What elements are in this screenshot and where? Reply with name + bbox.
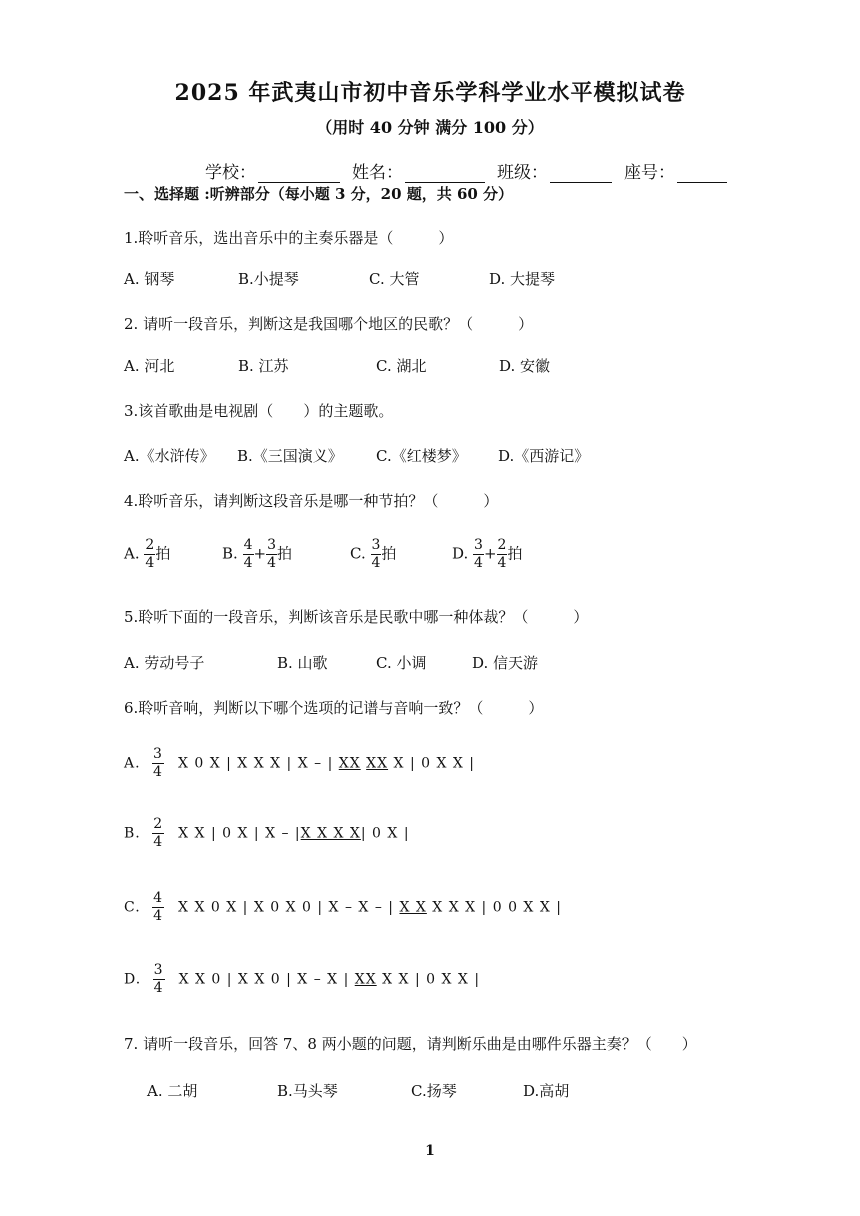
exam-title: 2025 年武夷山市初中音乐学科学业水平模拟试卷: [174, 80, 686, 106]
time-signature: $\frac{3}{4}$: [153, 962, 164, 996]
q3-option-c[interactable]: C.《红楼梦》: [376, 447, 467, 465]
option-label: A.: [124, 755, 141, 772]
rhythm-notation: X | 0 X X |: [388, 755, 476, 772]
name-blank[interactable]: [405, 168, 485, 183]
q1-option-b[interactable]: B.小提琴: [238, 270, 299, 288]
q4-option-c[interactable]: [350, 537, 396, 572]
option-suffix: 拍: [277, 544, 293, 563]
option-suffix: 拍: [507, 544, 523, 563]
q3-option-d[interactable]: D.《西游记》: [498, 447, 590, 465]
rhythm-notation: X X | 0 X X |: [376, 971, 481, 988]
q3-option-b[interactable]: B.《三国演义》: [237, 447, 343, 465]
q7-option-b[interactable]: B.马头琴: [277, 1082, 338, 1100]
q4-option-a[interactable]: [124, 537, 170, 572]
question-2-text: 2. 请听一段音乐，判断这是我国哪个地区的民歌？（ ）: [124, 315, 534, 333]
option-suffix: 拍: [381, 544, 397, 563]
rhythm-notation: X 0 X | X X X | X – |: [177, 755, 339, 772]
option-label: D.: [124, 971, 142, 988]
plus-sign: +: [253, 544, 267, 563]
q1-option-a[interactable]: A. 钢琴: [124, 270, 175, 288]
student-info-fields: [205, 158, 727, 183]
q1-option-d[interactable]: D. 大提琴: [489, 270, 556, 288]
option-label: B.: [222, 544, 238, 563]
rhythm-underlined: XX: [366, 755, 389, 772]
option-label: D.: [452, 544, 469, 563]
rhythm-notation: X X | 0 X | X – |: [178, 825, 301, 842]
time-signature: $\frac{2}{4}$: [145, 537, 155, 571]
time-signature: $\frac{3}{4}$: [371, 537, 381, 571]
question-6-text: 6.聆听音响，判断以下哪个选项的记谱与音响一致？（ ）: [124, 699, 544, 717]
seat-field[interactable]: [624, 158, 727, 183]
q6-option-c[interactable]: [124, 890, 562, 925]
q6-option-b[interactable]: [124, 816, 410, 851]
option-label: B.: [124, 825, 141, 842]
rhythm-notation: X X 0 | X X 0 | X – X |: [178, 971, 355, 988]
q7-option-a[interactable]: A. 二胡: [147, 1082, 198, 1100]
class-label: 班级：: [497, 163, 548, 183]
q5-option-d[interactable]: D. 信天游: [472, 654, 539, 672]
q2-option-d[interactable]: D. 安徽: [499, 357, 551, 375]
option-label: A.: [124, 544, 140, 563]
rhythm-notation: X X 0 X | X 0 X 0 | X – X – |: [178, 899, 400, 916]
question-7-text: 7. 请听一段音乐，回答 7、8 两小题的问题，请判断乐曲是由哪件乐器主奏？（ ）: [124, 1035, 697, 1053]
time-signature: $\frac{4}{4}$: [243, 537, 253, 571]
question-3-text: 3.该首歌曲是电视剧（ ）的主题歌。: [124, 402, 394, 420]
time-signature: $\frac{3}{4}$: [153, 746, 163, 780]
time-signature: $\frac{2}{4}$: [497, 537, 507, 571]
rhythm-notation: | 0 X |: [360, 825, 410, 842]
seat-label: 座号：: [624, 163, 675, 183]
time-signature: $\frac{2}{4}$: [153, 816, 164, 850]
school-field[interactable]: [205, 158, 340, 183]
option-suffix: 拍: [155, 544, 171, 563]
time-signature: $\frac{3}{4}$: [267, 537, 276, 571]
name-field[interactable]: [352, 158, 485, 183]
q7-option-d[interactable]: D.高胡: [523, 1082, 570, 1100]
q5-option-b[interactable]: B. 山歌: [277, 654, 328, 672]
q4-option-d[interactable]: [452, 537, 522, 572]
rhythm-underlined: XX: [338, 755, 361, 772]
q2-option-c[interactable]: C. 湖北: [376, 357, 427, 375]
q2-option-a[interactable]: A. 河北: [124, 357, 175, 375]
q2-option-b[interactable]: B. 江苏: [238, 357, 289, 375]
school-blank[interactable]: [258, 168, 340, 183]
section-heading: 一、选择题 :听辨部分（每小题 3 分，20 题，共 60 分）: [124, 185, 514, 203]
option-label: C.: [124, 899, 141, 916]
plus-sign: +: [483, 544, 497, 563]
q6-option-d[interactable]: [124, 962, 480, 997]
q7-option-c[interactable]: C.扬琴: [411, 1082, 457, 1100]
question-5-text: 5.聆听下面的一段音乐，判断该音乐是民歌中哪一种体裁？（ ）: [124, 608, 589, 626]
q4-option-b[interactable]: [222, 537, 292, 572]
page-number: 1: [425, 1143, 435, 1159]
class-blank[interactable]: [550, 168, 612, 183]
exam-subtitle: （用时 40 分钟 满分 100 分）: [316, 118, 544, 137]
q5-option-a[interactable]: A. 劳动号子: [124, 654, 205, 672]
rhythm-underlined: XX: [354, 971, 377, 988]
q5-option-c[interactable]: C. 小调: [376, 654, 427, 672]
name-label: 姓名：: [352, 163, 403, 183]
time-signature: $\frac{4}{4}$: [153, 890, 164, 924]
time-signature: $\frac{3}{4}$: [474, 537, 483, 571]
q3-option-a[interactable]: A.《水浒传》: [124, 447, 215, 465]
q6-option-a[interactable]: [124, 746, 475, 781]
q1-option-c[interactable]: C. 大管: [369, 270, 420, 288]
option-label: C.: [350, 544, 366, 563]
school-label: 学校：: [205, 163, 256, 183]
rhythm-underlined: X X: [399, 899, 427, 916]
question-1-text: 1.聆听音乐，选出音乐中的主奏乐器是（ ）: [124, 229, 454, 247]
question-4-text: 4.聆听音乐，请判断这段音乐是哪一种节拍？（ ）: [124, 492, 499, 510]
rhythm-notation: X X X | 0 0 X X |: [426, 899, 562, 916]
seat-blank[interactable]: [677, 168, 727, 183]
class-field[interactable]: [497, 158, 612, 183]
rhythm-underlined: X X X X: [300, 825, 361, 842]
